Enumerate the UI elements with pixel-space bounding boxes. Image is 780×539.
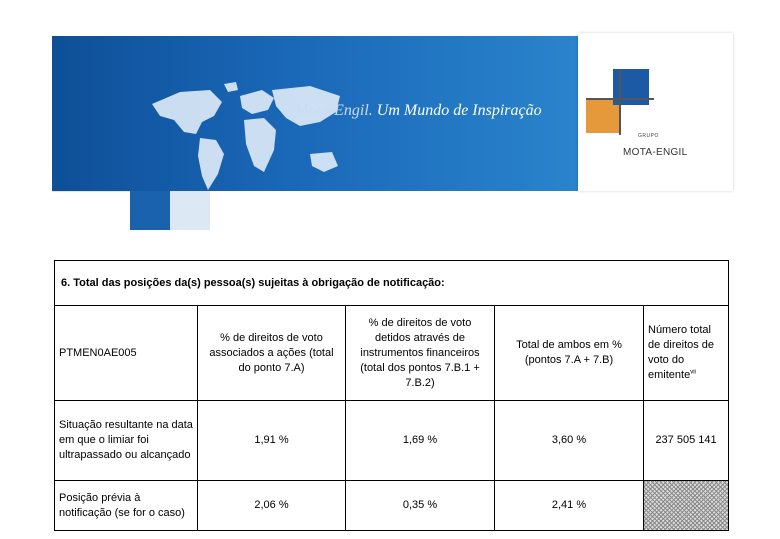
table-title: 6. Total das posições da(s) pessoa(s) sujeitas à obrigação de notificação: bbox=[55, 261, 729, 306]
positions-table bbox=[54, 260, 729, 531]
logo-company-name: MOTA-ENGIL bbox=[623, 147, 688, 158]
cell-value: 1,91 % bbox=[198, 401, 346, 481]
cell-value: 1,69 % bbox=[346, 401, 495, 481]
header-banner bbox=[0, 0, 780, 240]
header-total-both: Total de ambos em % (pontos 7.A + 7.B) bbox=[495, 306, 644, 401]
row-label: Situação resultante na data em que o limiar foi ultrapassado ou alcançado bbox=[55, 401, 198, 481]
logo-group-label: GRUPO bbox=[638, 133, 659, 139]
cell-value: 2,41 % bbox=[495, 481, 644, 531]
banner-blue-panel bbox=[52, 36, 580, 191]
banner-tagline bbox=[295, 102, 542, 120]
header-financial-instruments bbox=[346, 306, 495, 401]
cell-value: 3,60 % bbox=[495, 401, 644, 481]
header-total-voting-rights bbox=[644, 306, 729, 401]
table-title-row bbox=[55, 261, 729, 306]
header-financial-instruments-note: (total dos pontos 7.B.1 + 7.B.2) bbox=[360, 361, 480, 389]
header-voting-rights-shares: % de direitos de voto associados a ações (total do ponto 7.A) bbox=[198, 306, 346, 401]
tagline-brand: Mota-Engil. bbox=[295, 102, 373, 119]
footnote-marker: vii bbox=[690, 369, 696, 376]
cell-value: 0,35 % bbox=[346, 481, 495, 531]
header-financial-instruments-text: % de direitos de voto detidos através de instrumentos financeiros bbox=[360, 316, 480, 359]
table-row bbox=[55, 481, 729, 531]
logo-line bbox=[619, 69, 621, 135]
tagline-text: Um Mundo de Inspiração bbox=[376, 102, 542, 119]
cell-value: 237 505 141 bbox=[644, 401, 729, 481]
isin-code: PTMEN0AE005 bbox=[55, 306, 198, 401]
decorative-square bbox=[130, 190, 170, 230]
cell-value: 2,06 % bbox=[198, 481, 346, 531]
world-map-image bbox=[140, 76, 350, 191]
company-logo bbox=[578, 33, 733, 191]
header-total-voting-rights-text: Número total de direitos de voto do emitente bbox=[648, 324, 715, 381]
row-label: Posição prévia à notificação (se for o caso) bbox=[55, 481, 198, 531]
table-header-row bbox=[55, 306, 729, 401]
table-row bbox=[55, 401, 729, 481]
shaded-empty-cell bbox=[644, 481, 729, 531]
